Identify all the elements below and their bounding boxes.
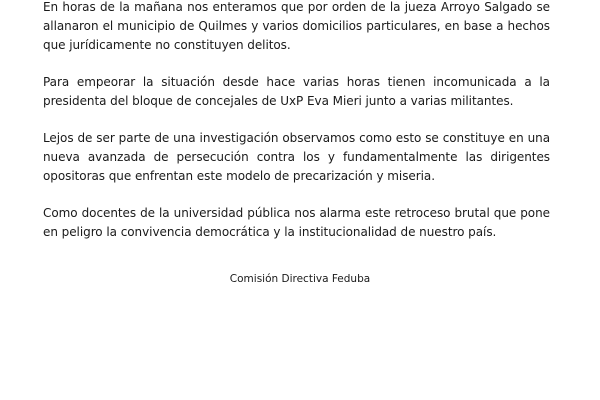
- paragraph-persecution: Lejos de ser parte de una investigación observamos como esto se constituye en una nueva avanzada de persecución contra los y fundamentalmente las dirigentes opositoras que enfrentan este modelo de precarización y miseria.: [43, 131, 550, 183]
- document-body: [43, 0, 550, 260]
- paragraph-raid: En horas de la mañana nos enteramos que por orden de la jueza Arroyo Salgado se allanaron el municipio de Quilmes y varios domicilios particulares, en base a hechos que jurídicamente no constituyen delitos.: [43, 0, 550, 52]
- signature: Comisión Directiva Feduba: [229, 273, 371, 285]
- paragraph-university: Como docentes de la universidad pública nos alarma este retroceso brutal que pone en peligro la convivencia democrática y la institucionalidad de nuestro país.: [43, 206, 550, 239]
- paragraph-incommunicado: Para empeorar la situación desde hace varias horas tienen incomunicada a la presidenta del bloque de concejales de UxP Eva Mieri junto a varias militantes.: [43, 75, 550, 108]
